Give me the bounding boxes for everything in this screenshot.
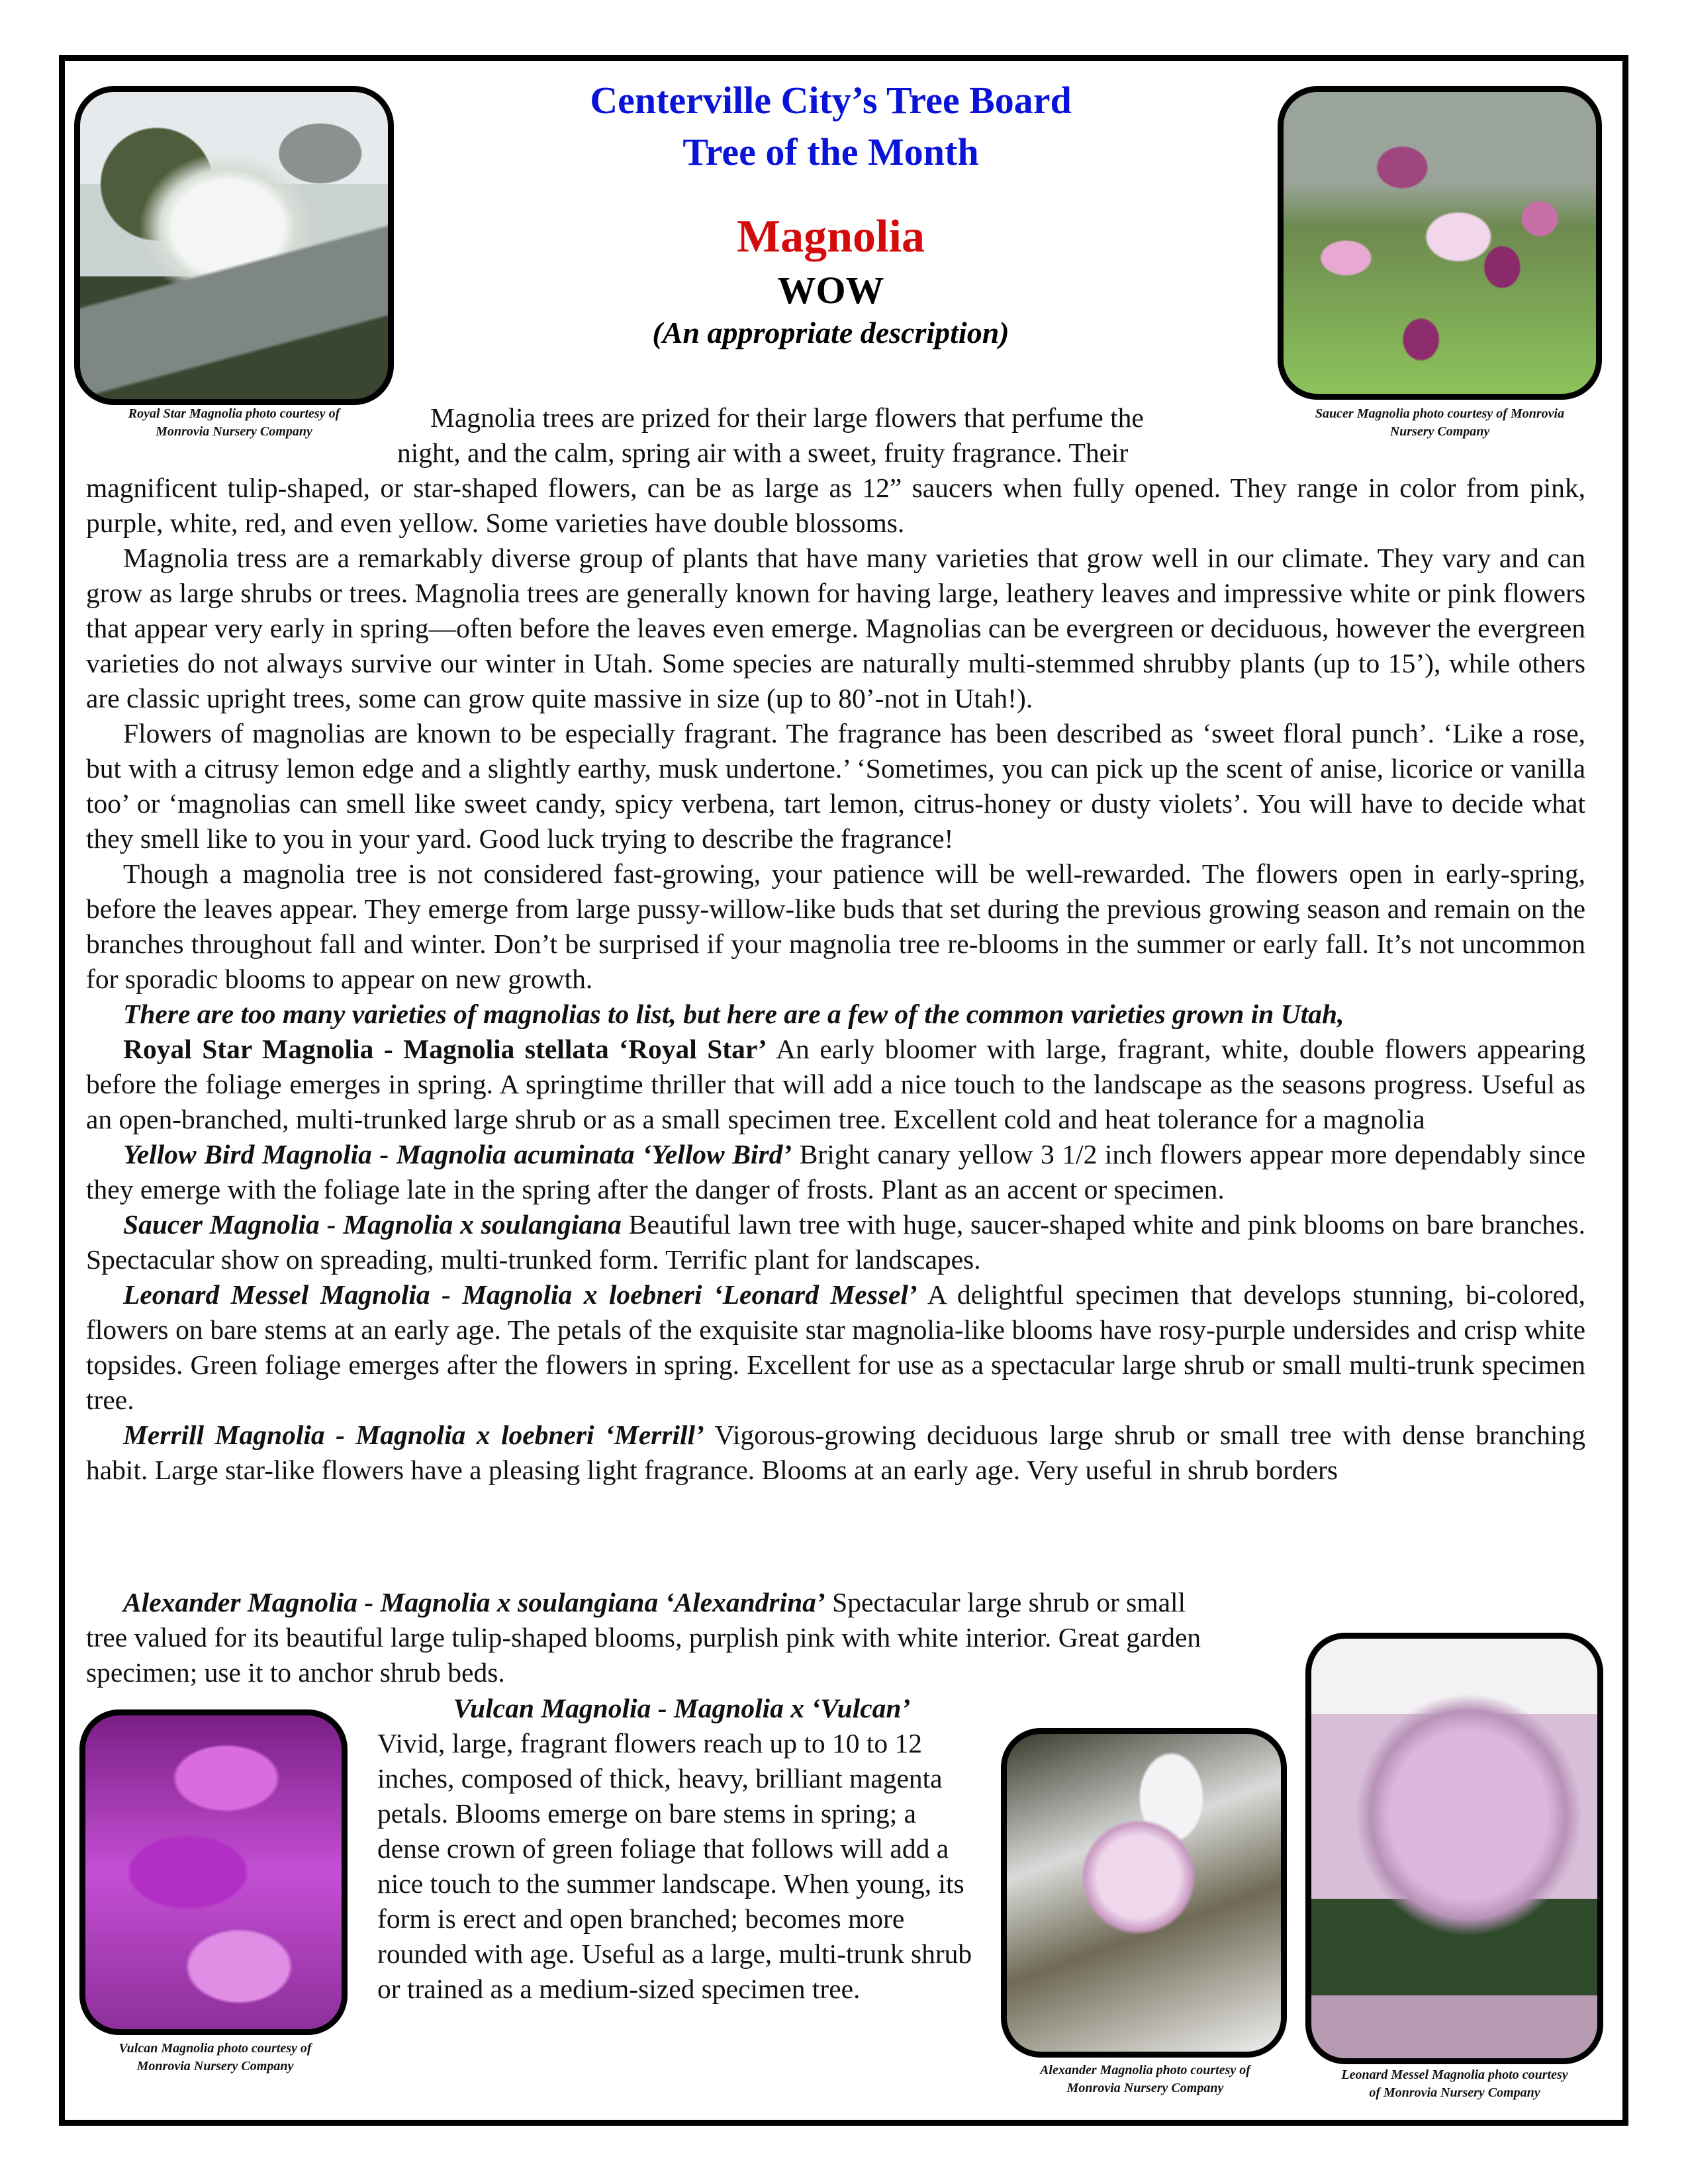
leonard-messel-magnolia-photo (1305, 1633, 1603, 2064)
caption-line: Monrovia Nursery Company (156, 424, 312, 439)
caption-line: Royal Star Magnolia photo courtesy of (128, 406, 340, 421)
variety-saucer (86, 1207, 1585, 1277)
royal-star-photo-caption (74, 405, 394, 441)
paragraph-diversity: Magnolia tress are a remarkably diverse group of plants that have many varieties that grow well in our climate. They vary and can grow as large shrubs or trees. Magnolia trees are generally known for having large, leathery leaves and impressive white or pink flowers that appear very early in spring—often before the leaves even emerge. Magnolias can be evergreen or deciduous, however the evergreen varieties do not always survive our winter in Utah. Some species are naturally multi-stemmed shrubby plants (up to 15’), while others are classic upright trees, some can grow quite massive in size (up to 80’-not in Utah!). (86, 543, 1585, 713)
vulcan-heading: Vulcan Magnolia - Magnolia x ‘Vulcan’ (453, 1693, 911, 1723)
alexander-magnolia-photo (1001, 1728, 1287, 2058)
variety-royal-star (86, 1032, 1585, 1137)
intro-line-1: Magnolia trees are prized for their large flowers that perfume the (430, 402, 1144, 433)
variety-name: Saucer Magnolia - Magnolia x soulangiana (123, 1209, 622, 1240)
variety-description: A delightful specimen that develops stunning, bi-colored, flowers on bare stems at an early age. The petals of the exquisite star magnolia-like blooms have rosy-purple undersides and crisp white topsides. Green foliage emerges after the flowers in spring. Excellent for use as a spectacular large shrub or small multi-trunk specimen tree. (86, 1279, 1586, 1415)
leonard-messel-photo-caption (1294, 2066, 1615, 2102)
caption-line: Monrovia Nursery Company (1066, 2081, 1224, 2095)
vulcan-magnolia-photo (79, 1709, 348, 2035)
caption-line: of Monrovia Nursery Company (1369, 2085, 1540, 2100)
caption-line: Leonard Messel Magnolia photo courtesy (1341, 2068, 1568, 2082)
variety-name: Merrill Magnolia - Magnolia x loebneri ‘Merrill’ (123, 1420, 704, 1450)
variety-description: An early bloomer with large, fragrant, white, double flowers appearing before the foliage emerges in spring. A springtime thriller that will add a nice touch to the landscape as the seasons progress. Useful as an open-branched, multi-trunked large shrub or as a small specimen tree. Excellent cold and heat tolerance for a magnolia (86, 1034, 1586, 1134)
royal-star-magnolia-photo (74, 86, 394, 405)
variety-name: Royal Star Magnolia - Magnolia stellata ‘Royal Star’ (123, 1034, 767, 1064)
caption-line: Saucer Magnolia photo courtesy of Monrovia (1315, 406, 1565, 421)
variety-name: Leonard Messel Magnolia - Magnolia x loebneri ‘Leonard Messel’ (123, 1279, 917, 1310)
vulcan-description: Vivid, large, fragrant flowers reach up to 10 to 12 inches, composed of thick, heavy, brilliant magenta petals. Blooms emerge on bare stems in spring; a dense crown of green foliage that follows will add a nice touch to the summer landscape. When young, its form is erect and open branched; becomes more rounded with age. Useful as a large, multi-trunk shrub or trained as a medium-sized specimen tree. (377, 1728, 972, 2004)
variety-name: Alexander Magnolia - Magnolia x soulangiana ‘Alexandrina’ (123, 1587, 825, 1617)
caption-line: Monrovia Nursery Company (136, 2059, 294, 2073)
variety-name: Yellow Bird Magnolia - Magnolia acuminata ‘Yellow Bird’ (123, 1139, 792, 1169)
tagline: WOW (777, 269, 884, 312)
saucer-magnolia-photo (1278, 86, 1602, 400)
variety-alexander (86, 1585, 1218, 1690)
org-title: Centerville City’s Tree Board (590, 79, 1072, 122)
variety-description: Spectacular large shrub or small tree valued for its beautiful large tulip-shaped blooms, purplish pink with white interior. Great garden specimen; use it to anchor shrub beds. (86, 1587, 1201, 1688)
paragraph-growth: Though a magnolia tree is not considered fast-growing, your patience will be well-rewarded. The flowers open in early-spring, before the leaves appear. They emerge from large pussy-willow-like buds that set during the previous growing season and remain on the branches throughout fall and winter. Don’t be surprised if your magnolia tree re-blooms in the summer or early fall. It’s not uncommon for sporadic blooms to appear on new growth. (86, 858, 1585, 994)
variety-description: Vigorous-growing deciduous large shrub or small tree with dense branching habit. Large star-like flowers have a pleasing light fragrance. Blooms at an early age. Very useful in shrub borders (86, 1420, 1585, 1485)
variety-merrill (86, 1418, 1585, 1488)
caption-line: Nursery Company (1389, 424, 1490, 439)
variety-description: Beautiful lawn tree with huge, saucer-shaped white and pink blooms on bare branches. Spectacular show on spreading, multi-trunked form. Terrific plant for landscapes. (86, 1209, 1585, 1275)
vulcan-photo-caption (66, 2040, 364, 2075)
varieties-intro: There are too many varieties of magnolias to list, but here are a few of the common varieties grown in Utah, (123, 999, 1344, 1029)
caption-line: Vulcan Magnolia photo courtesy of (118, 2041, 312, 2056)
variety-leonard-messel (86, 1277, 1585, 1418)
caption-line: Alexander Magnolia photo courtesy of (1040, 2063, 1250, 2077)
alexander-photo-caption (990, 2062, 1301, 2097)
intro-line-2: night, and the calm, spring air with a sweet, fruity fragrance. Their (397, 437, 1129, 468)
variety-description: Bright canary yellow 3 1/2 inch flowers appear more dependably since they emerge with the foliage late in the spring after the danger of frosts. Plant as an accent or specimen. (86, 1139, 1585, 1205)
tagline-note: (An appropriate description) (652, 316, 1009, 349)
tree-name: Magnolia (737, 211, 925, 262)
paragraph-fragrance: Flowers of magnolias are known to be especially fragrant. The fragrance has been described as ‘sweet floral punch’. ‘Like a rose, but with a citrusy lemon edge and a slightly earthy, musk undertone.’ ‘Sometimes, you can pick up the scent of anise, licorice or vanilla too’ or ‘magnolias can smell like sweet candy, spicy verbena, tart lemon, citrus-honey or dusty violets’. You will have to decide what they smell like to you in your yard. Good luck trying to describe the fragrance! (86, 718, 1585, 854)
subtitle: Tree of the Month (682, 130, 979, 173)
intro-continued: magnificent tulip-shaped, or star-shaped flowers, can be as large as 12” saucers when fully opened. They range in color from pink, purple, white, red, and even yellow. Some varieties have double blossoms. (86, 473, 1585, 538)
variety-yellow-bird (86, 1137, 1585, 1207)
saucer-photo-caption (1264, 405, 1615, 441)
article-body (86, 471, 1585, 1488)
